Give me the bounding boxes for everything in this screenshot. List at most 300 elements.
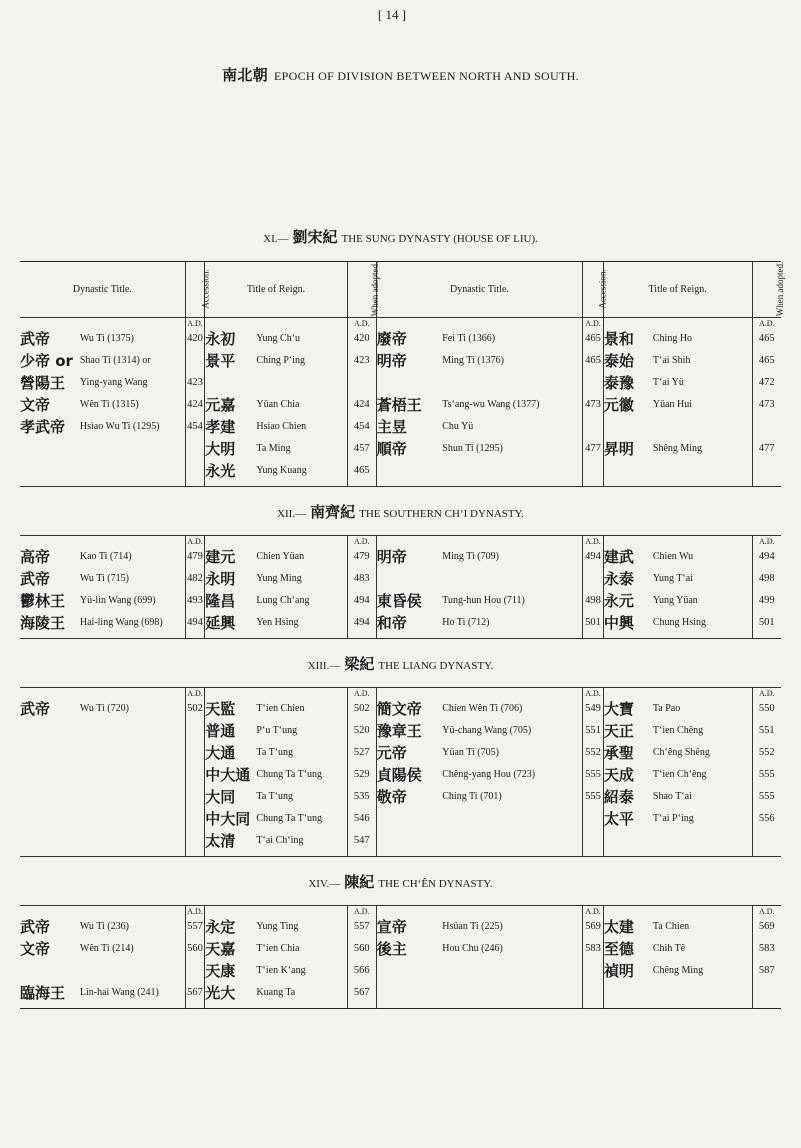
reign-romanized: Kuang Ta	[256, 987, 296, 998]
unit-label: A.D.	[752, 906, 781, 917]
empty-cell	[20, 438, 80, 460]
unit-cell	[205, 536, 257, 547]
epoch-heading	[0, 64, 801, 85]
accession-year: 583	[583, 938, 604, 960]
unit-label: A.D.	[185, 906, 205, 917]
reign-chinese: 永初	[205, 328, 257, 350]
entry-row	[20, 830, 781, 852]
dynasty-english-name: THE LIANG DYNASTY.	[378, 659, 494, 672]
accession-year: 557	[185, 916, 205, 938]
empty-cell	[583, 830, 604, 852]
reign-romanized: Tʻien Kʻang	[256, 965, 306, 976]
header-title-of-reign: Title of Reign.	[205, 262, 347, 318]
unit-cell	[80, 536, 185, 547]
gap-cell	[185, 1004, 205, 1009]
empty-cell	[185, 960, 205, 982]
unit-row	[20, 318, 781, 329]
empty-cell	[80, 764, 185, 786]
reign-chinese: 天嘉	[205, 938, 257, 960]
reign-romanized: Tʻai Pʻing	[652, 813, 694, 824]
accession-year: 494	[583, 546, 604, 568]
reign-romanized: Tʻien Chêng	[652, 725, 704, 736]
empty-cell	[376, 460, 442, 482]
empty-cell	[583, 372, 604, 394]
title-chinese: 武帝	[20, 918, 51, 936]
accession-year: 567	[185, 982, 205, 1004]
empty-cell	[185, 786, 205, 808]
empty-cell	[185, 460, 205, 482]
entry-row	[20, 394, 781, 416]
unit-cell	[376, 536, 442, 547]
entry-row	[20, 568, 781, 590]
entry-row	[20, 960, 781, 982]
adopted-year: 465	[347, 460, 376, 482]
epoch-english: EPOCH OF DIVISION BETWEEN NORTH AND SOUTH.	[274, 69, 579, 83]
dynasty-number: XIII.—	[307, 659, 341, 672]
adopted-year: 527	[347, 742, 376, 764]
empty-cell	[752, 460, 781, 482]
unit-row	[20, 906, 781, 917]
empty-cell	[752, 830, 781, 852]
entry-row	[20, 416, 781, 438]
empty-cell	[347, 372, 376, 394]
adopted-year: 520	[347, 720, 376, 742]
title-chinese: 豫章王	[376, 722, 422, 740]
reign-chinese: 建元	[205, 546, 257, 568]
reign-chinese: 永泰	[603, 568, 653, 590]
empty-cell	[603, 982, 653, 1004]
dynasty-chinese-name: 劉宋紀	[292, 228, 338, 246]
epoch-chinese: 南北朝	[222, 66, 269, 84]
empty-cell	[20, 960, 80, 982]
empty-cell	[603, 830, 653, 852]
reign-romanized: Yung Chʻu	[256, 333, 301, 344]
empty-cell	[752, 982, 781, 1004]
title-romanized: Hsiao Wu Ti (1295)	[79, 421, 160, 432]
adopted-year: 498	[752, 568, 781, 590]
accession-year: 494	[185, 612, 205, 634]
reign-romanized: Hsiao Chien	[256, 421, 307, 432]
title-chinese: 東昏侯	[376, 592, 422, 610]
reign-chinese: 景平	[205, 350, 257, 372]
adopted-year: 424	[347, 394, 376, 416]
unit-cell	[653, 318, 752, 329]
title-romanized: Ching Ti (701)	[442, 791, 502, 802]
adopted-year: 555	[752, 764, 781, 786]
adopted-year: 494	[347, 590, 376, 612]
reign-romanized: Yung Tʻai	[652, 573, 693, 584]
unit-label: A.D.	[583, 536, 604, 547]
dynasty-heading-first	[0, 226, 801, 247]
reign-romanized: Yen Hsing	[256, 617, 299, 628]
title-chinese: 武帝	[20, 330, 51, 348]
reign-romanized: Yung Ting	[256, 921, 299, 932]
empty-cell	[80, 720, 185, 742]
empty-cell	[603, 460, 653, 482]
dynasty-heading-row	[20, 639, 781, 688]
reign-chinese: 承聖	[603, 742, 653, 764]
empty-cell	[256, 372, 347, 394]
unit-cell	[20, 906, 80, 917]
empty-cell	[376, 372, 442, 394]
empty-cell	[80, 786, 185, 808]
reign-romanized: Tʻai Chʻing	[256, 835, 304, 846]
reign-romanized: Chêng Ming	[652, 965, 704, 976]
reign-romanized: Chung Hsing	[652, 617, 706, 628]
adopted-year: 465	[752, 328, 781, 350]
dynasty-number: XI.—	[263, 233, 289, 245]
unit-label: A.D.	[347, 536, 376, 547]
title-chinese: 文帝	[20, 396, 51, 414]
reign-chinese: 太平	[603, 808, 653, 830]
unit-label: A.D.	[347, 318, 376, 329]
adopted-year: 551	[752, 720, 781, 742]
entry-row	[20, 698, 781, 720]
unit-label: A.D.	[185, 688, 205, 699]
gap-cell	[583, 1004, 604, 1009]
gap-cell	[752, 1004, 781, 1009]
empty-cell	[442, 830, 582, 852]
gap-cell	[376, 1004, 442, 1009]
title-chinese: 文帝	[20, 940, 51, 958]
accession-year: 555	[583, 764, 604, 786]
empty-cell	[376, 830, 442, 852]
reign-chinese: 延興	[205, 612, 257, 634]
reign-chinese: 永元	[603, 590, 653, 612]
dynasty-heading	[20, 639, 781, 688]
adopted-year: 567	[347, 982, 376, 1004]
empty-cell	[185, 742, 205, 764]
adopted-year: 560	[347, 938, 376, 960]
empty-cell	[442, 960, 582, 982]
reign-romanized: Lung Chʻang	[256, 595, 310, 606]
title-romanized: Hai-ling Wang (698)	[79, 617, 163, 628]
entry-row	[20, 786, 781, 808]
empty-cell	[752, 416, 781, 438]
unit-cell	[653, 536, 752, 547]
reign-romanized: Ta Chien	[652, 921, 690, 932]
adopted-year: 494	[752, 546, 781, 568]
title-chinese: 海陵王	[20, 614, 66, 632]
title-chinese: 主昱	[376, 418, 407, 436]
adopted-year: 494	[347, 612, 376, 634]
unit-cell	[653, 688, 752, 699]
title-romanized: Hsüan Ti (225)	[442, 921, 503, 932]
reign-chinese: 大寶	[603, 698, 653, 720]
header-dynastic-title: Dynastic Title.	[20, 262, 185, 318]
dynasty-heading	[20, 857, 781, 906]
adopted-year: 420	[347, 328, 376, 350]
unit-cell	[442, 906, 582, 917]
accession-year: 465	[583, 328, 604, 350]
accession-year: 502	[185, 698, 205, 720]
page-number: [ 14 ]	[377, 7, 407, 22]
unit-cell	[20, 536, 80, 547]
adopted-year: 566	[347, 960, 376, 982]
accession-year: 549	[583, 698, 604, 720]
adopted-year: 535	[347, 786, 376, 808]
accession-year: 465	[583, 350, 604, 372]
reign-romanized: Yung Yüan	[652, 595, 698, 606]
empty-cell	[185, 720, 205, 742]
adopted-year: 479	[347, 546, 376, 568]
adopted-year: 550	[752, 698, 781, 720]
empty-cell	[583, 960, 604, 982]
empty-cell	[653, 982, 752, 1004]
title-chinese: 鬱林王	[20, 592, 66, 610]
title-romanized: Yü-chang Wang (705)	[442, 725, 532, 736]
unit-cell	[205, 688, 257, 699]
empty-cell	[20, 808, 80, 830]
empty-cell	[583, 416, 604, 438]
reign-chinese: 天監	[205, 698, 257, 720]
title-chinese: 臨海王	[20, 984, 66, 1002]
title-romanized: Wu Ti (715)	[79, 573, 129, 584]
empty-cell	[376, 960, 442, 982]
empty-cell	[185, 830, 205, 852]
reign-romanized: Chʻêng Shêng	[652, 747, 710, 758]
unit-label: A.D.	[185, 318, 205, 329]
adopted-year: 483	[347, 568, 376, 590]
dynasty-english-name: THE CHʻÊN DYNASTY.	[378, 877, 493, 890]
title-romanized: Chien Wên Ti (706)	[442, 703, 523, 714]
header-accession-right: Accession.	[583, 262, 604, 318]
accession-year: 423	[185, 372, 205, 394]
unit-cell	[376, 688, 442, 699]
empty-cell	[583, 568, 604, 590]
empty-cell	[185, 764, 205, 786]
adopted-year: 547	[347, 830, 376, 852]
reign-romanized: Chung Ta Tʻung	[256, 813, 323, 824]
reign-chinese: 太建	[603, 916, 653, 938]
unit-label: A.D.	[752, 318, 781, 329]
unit-label: A.D.	[752, 688, 781, 699]
unit-label: A.D.	[347, 906, 376, 917]
reign-romanized: Yüan Chia	[256, 399, 300, 410]
entry-row	[20, 982, 781, 1004]
gap-cell	[20, 1004, 80, 1009]
reign-chinese: 光大	[205, 982, 257, 1004]
accession-year: 501	[583, 612, 604, 634]
reign-romanized: Tʻien Chien	[256, 703, 305, 714]
reign-chinese: 天正	[603, 720, 653, 742]
accession-year: 477	[583, 438, 604, 460]
title-romanized: Tsʻang-wu Wang (1377)	[442, 399, 540, 410]
accession-year: 473	[583, 394, 604, 416]
adopted-year: 465	[752, 350, 781, 372]
title-chinese: 營陽王	[20, 374, 66, 392]
adopted-year: 423	[347, 350, 376, 372]
title-romanized: Yü-lin Wang (699)	[79, 595, 156, 606]
title-chinese: 敬帝	[376, 788, 407, 806]
title-romanized: Ying-yang Wang	[79, 377, 148, 388]
dynasty-number: XII.—	[277, 507, 307, 520]
title-romanized: Wên Ti (214)	[79, 943, 134, 954]
reign-romanized: Chien Yüan	[256, 551, 305, 562]
title-chinese: 元帝	[376, 744, 407, 762]
adopted-year: 552	[752, 742, 781, 764]
unit-label: A.D.	[583, 906, 604, 917]
reign-romanized: Tʻien Chia	[256, 943, 300, 954]
accession-year: 555	[583, 786, 604, 808]
entry-row	[20, 938, 781, 960]
entry-row	[20, 328, 781, 350]
title-romanized: Chêng-yang Hou (723)	[442, 769, 536, 780]
gap-cell	[442, 1004, 582, 1009]
dynasty-chinese-name: 南齊紀	[310, 502, 356, 521]
accession-year: 420	[185, 328, 205, 350]
unit-label: A.D.	[347, 688, 376, 699]
reign-romanized: Chien Wu	[652, 551, 694, 562]
unit-row	[20, 536, 781, 547]
dynasty-heading-row	[20, 487, 781, 536]
entry-row	[20, 350, 781, 372]
unit-cell	[653, 906, 752, 917]
title-romanized: Fei Ti (1366)	[442, 333, 496, 344]
title-romanized: Tung-hun Hou (711)	[442, 595, 525, 606]
title-romanized: Wu Ti (1375)	[79, 333, 134, 344]
title-romanized: Kao Ti (714)	[79, 551, 132, 562]
unit-cell	[603, 318, 653, 329]
unit-cell	[20, 688, 80, 699]
unit-cell	[603, 906, 653, 917]
title-romanized: Wu Ti (236)	[79, 921, 129, 932]
reign-romanized: Ta Tʻung	[256, 791, 294, 802]
dynasty-number: XIV.—	[308, 877, 341, 890]
empty-cell	[653, 830, 752, 852]
title-chinese: 貞陽侯	[376, 766, 422, 784]
accession-year: 551	[583, 720, 604, 742]
entry-row	[20, 612, 781, 634]
accession-year: 552	[583, 742, 604, 764]
title-chinese: 高帝	[20, 548, 51, 566]
unit-label: A.D.	[583, 318, 604, 329]
reign-chinese: 元嘉	[205, 394, 257, 416]
reign-romanized: Tʻai Shih	[652, 355, 691, 366]
title-romanized: Ming Ti (709)	[442, 551, 499, 562]
reign-chinese: 中大同	[205, 808, 257, 830]
adopted-year: 457	[347, 438, 376, 460]
unit-cell	[442, 318, 582, 329]
unit-cell	[603, 536, 653, 547]
reign-romanized: Ta Ming	[256, 443, 291, 454]
empty-cell	[583, 982, 604, 1004]
entry-row	[20, 764, 781, 786]
empty-cell	[205, 372, 257, 394]
unit-cell	[256, 318, 347, 329]
accession-year: 560	[185, 938, 205, 960]
title-romanized: Hou Chu (246)	[442, 943, 503, 954]
entry-row	[20, 372, 781, 394]
title-romanized: Wu Ti (720)	[79, 703, 129, 714]
header-title-of-reign-right: Title of Reign.	[603, 262, 752, 318]
title-chinese: 明帝	[376, 548, 407, 566]
unit-cell	[376, 318, 442, 329]
empty-cell	[376, 808, 442, 830]
reign-chinese: 至德	[603, 938, 653, 960]
title-chinese: 蒼梧王	[376, 396, 422, 414]
empty-cell	[603, 416, 653, 438]
reign-chinese: 隆昌	[205, 590, 257, 612]
dynasty-heading-row	[20, 857, 781, 906]
reign-chinese: 大明	[205, 438, 257, 460]
reign-chinese: 天康	[205, 960, 257, 982]
empty-cell	[442, 808, 582, 830]
reign-romanized: Ching Ho	[652, 333, 693, 344]
entry-row	[20, 808, 781, 830]
reign-chinese: 大通	[205, 742, 257, 764]
dynasty-heading	[20, 487, 781, 536]
reign-romanized: Tʻien Chʻêng	[652, 769, 707, 780]
unit-cell	[80, 318, 185, 329]
empty-cell	[653, 416, 752, 438]
unit-cell	[205, 318, 257, 329]
reign-chinese: 太清	[205, 830, 257, 852]
header-dynastic-title-right: Dynastic Title.	[376, 262, 583, 318]
reign-chinese: 孝建	[205, 416, 257, 438]
empty-cell	[185, 350, 205, 372]
gap-cell	[205, 1004, 257, 1009]
accession-year: 569	[583, 916, 604, 938]
unit-label: A.D.	[185, 536, 205, 547]
empty-cell	[442, 460, 582, 482]
reign-romanized: Yung Kuang	[256, 465, 307, 476]
unit-cell	[80, 906, 185, 917]
reign-romanized: Yüan Hui	[652, 399, 693, 410]
adopted-year: 502	[347, 698, 376, 720]
adopted-year: 454	[347, 416, 376, 438]
title-chinese: 簡文帝	[376, 700, 422, 718]
reign-romanized: Ta Tʻung	[256, 747, 294, 758]
adopted-year: 501	[752, 612, 781, 634]
adopted-year: 557	[347, 916, 376, 938]
empty-cell	[185, 438, 205, 460]
unit-cell	[442, 536, 582, 547]
unit-cell	[80, 688, 185, 699]
unit-label: A.D.	[752, 536, 781, 547]
title-romanized: Ming Ti (1376)	[442, 355, 504, 366]
empty-cell	[185, 808, 205, 830]
adopted-year: 587	[752, 960, 781, 982]
title-romanized: Wên Ti (1315)	[79, 399, 139, 410]
empty-cell	[20, 764, 80, 786]
adopted-year: 499	[752, 590, 781, 612]
accession-year: 493	[185, 590, 205, 612]
reign-chinese: 天成	[603, 764, 653, 786]
entry-row	[20, 590, 781, 612]
title-chinese: 武帝	[20, 700, 51, 718]
reign-romanized: Ta Pao	[652, 703, 681, 714]
empty-cell	[20, 830, 80, 852]
title-romanized: Chu Yü	[442, 421, 474, 432]
dynasty-chinese-name: 陳紀	[344, 872, 375, 891]
header-row	[20, 262, 781, 318]
gap-cell	[256, 1004, 347, 1009]
empty-cell	[20, 720, 80, 742]
entry-row	[20, 916, 781, 938]
reign-chinese: 永光	[205, 460, 257, 482]
empty-cell	[20, 786, 80, 808]
empty-cell	[80, 808, 185, 830]
reign-chinese: 永明	[205, 568, 257, 590]
header-when-adopted-right: When adopted.	[752, 262, 781, 318]
reign-chinese: 泰始	[603, 350, 653, 372]
accession-year: 479	[185, 546, 205, 568]
adopted-year: 546	[347, 808, 376, 830]
empty-cell	[442, 568, 582, 590]
unit-row	[20, 688, 781, 699]
reign-chinese: 普通	[205, 720, 257, 742]
